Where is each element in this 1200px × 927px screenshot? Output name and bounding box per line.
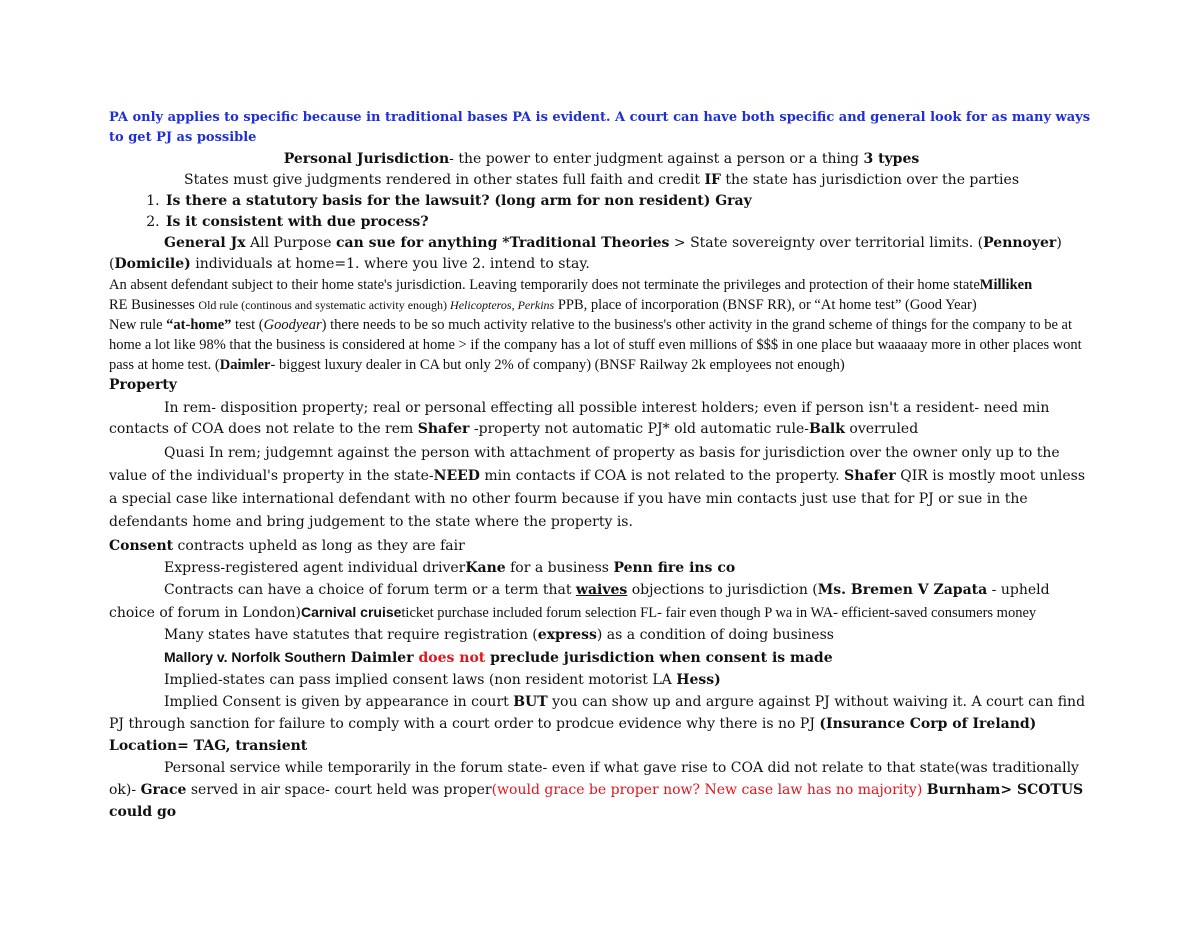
absent-defendant-line [109,275,1094,295]
mallory-line [109,646,1094,669]
contracts-paragraph [109,579,1094,624]
quasi-b: NEED [433,468,480,484]
full-faith-b: IF [704,172,721,188]
full-faith-line [109,170,1094,191]
absent-b: Milliken [979,277,1033,293]
business-c: Helicopteros, Perkins [450,298,555,312]
heading-types: 3 types [863,151,920,167]
general-e: Pennoyer [983,235,1057,251]
full-faith-c: the state has jurisdiction over the parties [720,172,1020,188]
in-rem-paragraph [109,398,1094,440]
inrem-a: In rem- disposition property; real or personal effecting all possible interest holders; even if person isn't a resident- need min contacts of COA does not relate to the rem [109,400,1050,437]
general-d: > State sovereignty over territorial limits. ( [669,235,984,251]
location-d: (would grace be proper now? New case law has no majority) [491,782,927,798]
quasi-c: min contacts if COA is not related to the property. [479,468,845,484]
document-page [109,108,1094,823]
business-a: RE Businesses [109,297,199,313]
quasi-e: QIR is mostly moot unless a special case like international defendant with no other fourm because if you have min contacts just use that for PJ or sue in the defendants home and bring judgement to the state where the property is. [109,468,1086,530]
newrule-a: New rule [109,317,167,333]
implied-states-line [109,669,1094,691]
many-a: Many states have statutes that require registration ( [164,627,538,643]
domicile-line [109,254,1094,275]
consent-title-rest: contracts upheld as long as they are fair [173,538,465,554]
quasi-d: Shafer [844,468,896,484]
express-a: Express-registered agent individual driver [164,560,466,576]
appear-d: (Insurance Corp of Ireland) [819,716,1037,732]
newrule-g: - biggest luxury dealer in CA but only 2% of company) (BNSF Railway 2k employees not enough) [270,357,845,373]
general-f: ) [1056,235,1062,251]
business-d: PPB, place of incorporation (BNSF RR), or “At home test” (Good Year) [554,297,977,313]
contracts-g: ticket purchase included forum selection FL- fair even though P wa in WA- efficient-saved consumers money [401,605,1037,621]
step-2 [164,212,1094,233]
consent-title: Consent [109,538,174,554]
contracts-f: Carnival cruise [301,604,402,620]
business-line [109,295,1094,315]
express-d: Penn fire ins co [613,560,736,576]
location-title: Location= TAG, transient [109,738,308,754]
property-heading [109,375,1094,396]
newrule-c: test ( [231,317,264,333]
full-faith-a: States must give judgments rendered in other states full faith and credit [183,172,705,188]
newrule-b: “at-home” [166,317,232,333]
inrem-e: overruled [844,421,919,437]
new-rule-paragraph [109,315,1094,375]
newrule-e: ) there needs to be so much activity relative to the business's other activity in the grand scheme of things for the company to be at home a lot like 98% that the business is considered at home > if the company has a lot of stuff even millions of $$$ in one place but waaaaay more in other places wont pass at home test. ( [109,317,1082,373]
appear-c: you can show up and argure against PJ without waiving it. A court can find PJ through sanction for failure to comply with a court order to prodcue evidence why there is no PJ [109,694,1086,732]
contracts-d: Ms. Bremen V Zapata [817,582,988,598]
appear-a: Implied Consent is given by appearance in court [164,694,514,710]
inrem-d: Balk [809,421,845,437]
property-title: Property [109,377,177,393]
express-b: Kane [465,560,506,576]
mallory-c: does not [418,650,486,666]
inrem-b: Shafer [417,421,470,437]
domicile-b: Domicile) [114,256,191,272]
general-b: All Purpose [245,235,336,251]
inrem-c: -property not automatic PJ* old automatic rule- [469,421,810,437]
contracts-c: objections to jurisdiction ( [627,582,818,598]
contracts-a: Contracts can have a choice of forum term or a term that [164,582,576,598]
contracts-b: waives [575,582,628,598]
location-b: Grace [140,782,187,798]
implied-a: Implied-states can pass implied consent laws (non resident motorist LA [164,672,677,688]
personal-jurisdiction-heading [109,149,1094,170]
domicile-a: ( [109,256,115,272]
step-1-text: Is there a statutory basis for the lawsuit? (long arm for non resident) Gray [166,193,752,209]
mallory-d: preclude jurisdiction when consent is made [485,650,833,666]
personal-service-paragraph [109,757,1094,823]
many-b: express [537,627,597,643]
implied-consent-paragraph [109,691,1094,735]
quasi-in-rem-paragraph [109,442,1094,534]
domicile-c: individuals at home=1. where you live 2. intend to stay. [190,256,590,272]
analysis-steps [109,191,1094,233]
location-heading [109,735,1094,757]
location-e: Burnham> SCOTUS could go [109,782,1084,820]
many-c: ) as a condition of doing business [596,627,834,643]
newrule-d: Goodyear [263,317,322,333]
express-c: for a business [505,560,614,576]
general-jx-line [109,233,1094,254]
newrule-f: Daimler [219,357,271,373]
general-c: can sue for anything *Traditional Theories [335,235,670,251]
location-a: Personal service while temporarily in the forum state- even if what gave rise to COA did not relate to that state(was traditionally ok)- [109,760,1079,798]
express-line [109,557,1094,579]
consent-heading [109,535,1094,557]
contracts-e: - upheld choice of forum in London) [109,582,1050,621]
business-b: Old rule (continous and systematic activity enough) [198,298,451,312]
general-a: General Jx [164,235,246,251]
many-states-line [109,624,1094,646]
appear-b: BUT [513,694,548,710]
absent-a: An absent defendant subject to their home state's jurisdiction. Leaving temporarily does not terminate the privileges and protection of their home state [109,277,980,293]
implied-b: Hess) [676,672,721,688]
intro-note: PA only applies to specific because in traditional bases PA is evident. A court can have both specific and general look for as many ways to get PJ as possible [109,110,1091,145]
step-1 [164,191,1094,212]
quasi-a: Quasi In rem; judgemnt against the person with attachment of property as basis for jurisdiction over the owner only up to the value of the individual's property in the state- [109,445,1060,484]
heading-rest: - the power to enter judgment against a person or a thing [449,151,864,167]
heading-term: Personal Jurisdiction [283,151,450,167]
step-2-text: Is it consistent with due process? [166,214,429,230]
location-c: served in air space- court held was proper [186,782,492,798]
mallory-b: Daimler [345,650,419,666]
mallory-a: Mallory v. Norfolk Southern [164,649,346,665]
